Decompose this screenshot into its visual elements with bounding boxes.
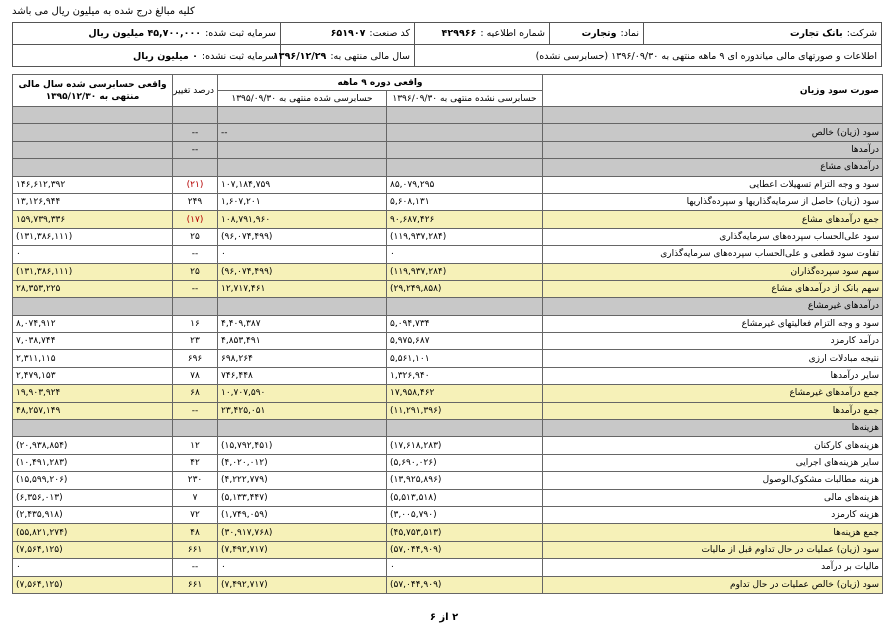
table-row xyxy=(13,176,883,193)
prior-period-value: (۴,۲۲۲,۷۷۹) xyxy=(218,472,387,489)
company-cell xyxy=(643,23,881,44)
info-row-1 xyxy=(13,23,881,45)
prior-period-value: (۹۶,۰۷۴,۴۹۹) xyxy=(218,228,387,245)
company-label: شرکت: xyxy=(846,28,877,39)
prior-period-value: ۶۹۸,۲۶۴ xyxy=(218,350,387,367)
fiscal-year-value: ۱۳۹۶/۱۲/۲۹ xyxy=(273,50,327,62)
percent-change-value: ۲۴۹ xyxy=(173,193,218,210)
audited-year-value: ۸,۰۷۴,۹۱۲ xyxy=(13,315,173,332)
row-label: سود (زیان) عملیات در حال تداوم قبل از مالیات xyxy=(543,541,883,558)
table-row xyxy=(13,402,883,419)
header-period-group: واقعی دوره ۹ ماهه xyxy=(218,75,543,91)
table-row xyxy=(13,333,883,350)
table-row xyxy=(13,124,883,141)
row-label: سود (زیان) خالص عملیات در حال تداوم xyxy=(543,576,883,593)
audited-year-value: (۲,۴۳۵,۹۱۸) xyxy=(13,506,173,523)
prior-period-value: (۴,۰۲۰,۰۱۲) xyxy=(218,454,387,471)
audited-year-value xyxy=(13,141,173,158)
audited-year-value: ۱۹,۹۰۳,۹۲۴ xyxy=(13,385,173,402)
current-period-value: ۱۷,۹۵۸,۴۶۲ xyxy=(387,385,543,402)
table-row xyxy=(13,107,883,124)
table-row xyxy=(13,559,883,576)
percent-change-value: ۷۲ xyxy=(173,506,218,523)
table-row xyxy=(13,159,883,176)
prior-period-value: (۱,۷۴۹,۰۵۹) xyxy=(218,506,387,523)
percent-change-value: (۲۱) xyxy=(173,176,218,193)
current-period-value: (۱۱۹,۹۳۷,۲۸۴) xyxy=(387,263,543,280)
row-label: درآمد کارمزد xyxy=(543,333,883,350)
audited-year-value: ۴۸,۲۵۷,۱۴۹ xyxy=(13,402,173,419)
current-period-value: ۵,۹۷۵,۶۸۷ xyxy=(387,333,543,350)
audited-year-value: ۰ xyxy=(13,246,173,263)
symbol-cell xyxy=(549,23,643,44)
audited-year-value: ۰ xyxy=(13,559,173,576)
fiscal-year-cell xyxy=(273,45,414,67)
prior-period-value: (۷,۴۹۲,۷۱۷) xyxy=(218,576,387,593)
prior-period-value: ۱۰۸,۷۹۱,۹۶۰ xyxy=(218,211,387,228)
prior-period-value: (۳۰,۹۱۷,۷۶۸) xyxy=(218,524,387,541)
percent-change-value: ۱۲ xyxy=(173,437,218,454)
capital-unregistered-cell xyxy=(11,45,280,67)
prior-period-value xyxy=(218,107,387,124)
audited-year-value xyxy=(13,298,173,315)
current-period-value: (۱۷,۶۱۸,۲۸۳) xyxy=(387,437,543,454)
current-period-value: (۱۱۹,۹۳۷,۲۸۴) xyxy=(387,228,543,245)
audited-year-value: (۱۳۱,۳۸۶,۱۱۱) xyxy=(13,228,173,245)
prior-period-value: ۰ xyxy=(218,246,387,263)
percent-change-value: ۲۵ xyxy=(173,263,218,280)
company-value: بانک تجارت xyxy=(790,28,843,39)
current-period-value: (۳,۰۰۵,۷۹۰) xyxy=(387,506,543,523)
notice-cell xyxy=(414,23,549,44)
symbol-value: وتجارت xyxy=(581,28,617,39)
prior-period-value: -- xyxy=(218,124,387,141)
table-row xyxy=(13,489,883,506)
percent-change-value xyxy=(173,298,218,315)
prior-period-value: ۴,۸۵۳,۴۹۱ xyxy=(218,333,387,350)
report-description xyxy=(414,45,881,67)
industry-label: کد صنعت: xyxy=(369,28,410,39)
current-period-value: ۰ xyxy=(387,246,543,263)
row-label: تفاوت سود قطعی و علی‌الحساب سپرده‌های سرمایه‌گذاری xyxy=(543,246,883,263)
current-period-value xyxy=(387,420,543,437)
current-period-value: ۱,۳۲۶,۹۴۰ xyxy=(387,367,543,384)
percent-change-value: ۶۶۱ xyxy=(173,576,218,593)
prior-period-value: ۴,۴۰۹,۳۸۷ xyxy=(218,315,387,332)
fiscal-year-label: سال مالی منتهی به: xyxy=(330,50,410,62)
header-prior-period: حسابرسی شده منتهی به ۱۳۹۵/۰۹/۳۰ xyxy=(218,91,387,107)
prior-period-value: (۷,۴۹۲,۷۱۷) xyxy=(218,541,387,558)
table-row xyxy=(13,263,883,280)
audited-year-value: ۱۳,۱۲۶,۹۴۴ xyxy=(13,193,173,210)
percent-change-value: -- xyxy=(173,246,218,263)
table-row xyxy=(13,472,883,489)
table-row xyxy=(13,315,883,332)
header-audited-year: واقعی حسابرسی شده سال مالی منتهی به ۱۳۹۵/۱۲/۳۰ xyxy=(13,75,173,107)
current-period-value: (۲۹,۲۴۹,۸۵۸) xyxy=(387,280,543,297)
table-row xyxy=(13,506,883,523)
percent-change-value: ۷۸ xyxy=(173,367,218,384)
prior-period-value: ۱,۶۰۷,۲۰۱ xyxy=(218,193,387,210)
current-period-value: (۱۱,۲۹۱,۳۹۶) xyxy=(387,402,543,419)
percent-change-value: -- xyxy=(173,124,218,141)
row-label: جمع درآمدهای مشاع xyxy=(543,211,883,228)
table-row xyxy=(13,298,883,315)
audited-year-value: (۱۵,۵۹۹,۲۰۶) xyxy=(13,472,173,489)
audited-year-value: ۲,۴۷۹,۱۵۳ xyxy=(13,367,173,384)
current-period-value: ۵,۶۰۸,۱۳۱ xyxy=(387,193,543,210)
row-label: هزینه‌های مالی xyxy=(543,489,883,506)
prior-period-value xyxy=(218,159,387,176)
audited-year-value xyxy=(13,124,173,141)
current-period-value: (۵,۵۱۳,۵۱۸) xyxy=(387,489,543,506)
row-label: مالیات بر درآمد xyxy=(543,559,883,576)
percent-change-value: ۲۳۰ xyxy=(173,472,218,489)
capital-unregistered-label: سرمایه ثبت نشده: xyxy=(201,50,276,62)
audited-year-value: (۵۵,۸۲۱,۲۷۴) xyxy=(13,524,173,541)
income-statement-table xyxy=(12,74,883,594)
table-row xyxy=(13,454,883,471)
row-label: جمع درآمدها xyxy=(543,402,883,419)
prior-period-value xyxy=(218,420,387,437)
unit-note: کلیه مبالغ درج شده به میلیون ریال می باشد xyxy=(12,6,195,17)
header-statement-title: صورت سود وزیان xyxy=(543,75,883,107)
table-row xyxy=(13,385,883,402)
table-row xyxy=(13,228,883,245)
audited-year-value: ۲,۳۱۱,۱۱۵ xyxy=(13,350,173,367)
table-row xyxy=(13,420,883,437)
current-period-value: ۵,۰۹۴,۷۳۴ xyxy=(387,315,543,332)
current-period-value xyxy=(387,124,543,141)
row-label: سهم سود سپرده‌گذاران xyxy=(543,263,883,280)
current-period-value xyxy=(387,298,543,315)
prior-period-value xyxy=(218,298,387,315)
percent-change-value: ۶۸ xyxy=(173,385,218,402)
percent-change-value: -- xyxy=(173,402,218,419)
notice-label: شماره اطلاعیه : xyxy=(480,28,545,39)
table-row xyxy=(13,211,883,228)
table-row xyxy=(13,437,883,454)
row-label: درآمدهای غیرمشاع xyxy=(543,298,883,315)
report-info-box xyxy=(12,22,882,67)
row-label: سایر درآمدها xyxy=(543,367,883,384)
table-row xyxy=(13,367,883,384)
capital-registered-cell xyxy=(11,23,280,44)
industry-value: ۶۵۱۹۰۷ xyxy=(330,28,366,39)
row-label: هزینه‌های کارکنان xyxy=(543,437,883,454)
percent-change-value: ۷ xyxy=(173,489,218,506)
header-current-period: حسابرسی نشده منتهی به ۱۳۹۶/۰۹/۳۰ xyxy=(387,91,543,107)
audited-year-value: (۷,۵۶۴,۱۲۵) xyxy=(13,576,173,593)
audited-year-value: ۱۵۹,۷۳۹,۳۳۶ xyxy=(13,211,173,228)
current-period-value: (۵,۶۹۰,۰۲۶) xyxy=(387,454,543,471)
row-label: سهم بانک از درآمدهای مشاع xyxy=(543,280,883,297)
prior-period-value: ۱۰,۷۰۷,۵۹۰ xyxy=(218,385,387,402)
percent-change-value: (۱۷) xyxy=(173,211,218,228)
row-label xyxy=(543,107,883,124)
percent-change-value: -- xyxy=(173,141,218,158)
current-period-value: ۰ xyxy=(387,559,543,576)
table-row xyxy=(13,541,883,558)
table-row xyxy=(13,141,883,158)
percent-change-value: -- xyxy=(173,559,218,576)
percent-change-value: ۲۳ xyxy=(173,333,218,350)
prior-period-value: ۱۲,۷۱۷,۴۶۱ xyxy=(218,280,387,297)
row-label: هزینه کارمزد xyxy=(543,506,883,523)
audited-year-value: (۱۰,۴۹۱,۲۸۳) xyxy=(13,454,173,471)
audited-year-value: ۷,۰۳۸,۷۴۴ xyxy=(13,333,173,350)
row-label: سود علی‌الحساب سپرده‌های سرمایه‌گذاری xyxy=(543,228,883,245)
percent-change-value: ۶۶۱ xyxy=(173,541,218,558)
current-period-value: ۸۵,۰۷۹,۲۹۵ xyxy=(387,176,543,193)
current-period-value xyxy=(387,141,543,158)
table-header-row-1 xyxy=(13,75,883,91)
prior-period-value: (۱۵,۷۹۲,۴۵۱) xyxy=(218,437,387,454)
current-period-value: ۵,۵۶۱,۱۰۱ xyxy=(387,350,543,367)
audited-year-value: (۷,۵۶۴,۱۲۵) xyxy=(13,541,173,558)
header-percent-change: درصد تغییر xyxy=(173,75,218,107)
audited-year-value: (۱۳۱,۳۸۶,۱۱۱) xyxy=(13,263,173,280)
percent-change-value: ۱۶ xyxy=(173,315,218,332)
prior-period-value xyxy=(218,141,387,158)
percent-change-value: -- xyxy=(173,280,218,297)
row-label: هزینه‌ها xyxy=(543,420,883,437)
row-label: سود و وجه التزام تسهیلات اعطایی xyxy=(543,176,883,193)
current-period-value: (۵۷,۰۴۴,۹۰۹) xyxy=(387,576,543,593)
percent-change-value xyxy=(173,420,218,437)
percent-change-value: ۴۸ xyxy=(173,524,218,541)
row-label: نتیجه مبادلات ارزی xyxy=(543,350,883,367)
row-label: جمع هزینه‌ها xyxy=(543,524,883,541)
info-row-2 xyxy=(13,45,881,67)
table-row xyxy=(13,524,883,541)
percent-change-value: ۶۹۶ xyxy=(173,350,218,367)
table-row xyxy=(13,280,883,297)
audited-year-value xyxy=(13,420,173,437)
audited-year-value xyxy=(13,107,173,124)
prior-period-value: ۱۰۷,۱۸۴,۷۵۹ xyxy=(218,176,387,193)
capital-unregistered-value: ۰ میلیون ریال xyxy=(133,50,198,62)
capital-registered-value: ۴۵,۷۰۰,۰۰۰ میلیون ریال xyxy=(88,28,202,39)
table-row xyxy=(13,193,883,210)
row-label: سود و وجه التزام فعالیتهای غیرمشاع xyxy=(543,315,883,332)
row-label: هزینه مطالبات مشکوک‌الوصول xyxy=(543,472,883,489)
audited-year-value xyxy=(13,159,173,176)
prior-period-value: (۹۶,۰۷۴,۴۹۹) xyxy=(218,263,387,280)
row-label: جمع درآمدهای غیرمشاع xyxy=(543,385,883,402)
percent-change-value xyxy=(173,159,218,176)
prior-period-value: (۵,۱۳۳,۴۴۷) xyxy=(218,489,387,506)
notice-value: ۴۲۹۹۶۶ xyxy=(441,28,477,39)
capital-registered-label: سرمایه ثبت شده: xyxy=(205,28,276,39)
table-row xyxy=(13,350,883,367)
row-label: درآمدها xyxy=(543,141,883,158)
current-period-value: (۵۷,۰۴۴,۹۰۹) xyxy=(387,541,543,558)
row-label: سایر هزینه‌های اجرایی xyxy=(543,454,883,471)
percent-change-value: ۲۵ xyxy=(173,228,218,245)
current-period-value xyxy=(387,107,543,124)
current-period-value: (۱۳,۹۲۵,۸۹۶) xyxy=(387,472,543,489)
prior-period-value: ۰ xyxy=(218,559,387,576)
table-row xyxy=(13,576,883,593)
row-label: سود (زیان) حاصل از سرمایه‌گذاریها و سپرده‌گذاریها xyxy=(543,193,883,210)
audited-year-value: ۲۸,۳۵۳,۲۲۵ xyxy=(13,280,173,297)
row-label: درآمدهای مشاع xyxy=(543,159,883,176)
current-period-value: ۹۰,۶۸۷,۴۲۶ xyxy=(387,211,543,228)
audited-year-value: ۱۴۶,۶۱۲,۳۹۲ xyxy=(13,176,173,193)
report-description-text: اطلاعات و صورتهای مالی میاندوره ای ۹ ماهه منتهی به ۱۳۹۶/۰۹/۳۰ (حسابرسی نشده) xyxy=(535,50,877,62)
current-period-value: (۴۵,۷۵۳,۵۱۳) xyxy=(387,524,543,541)
page-indicator: ۲ از ۶ xyxy=(429,612,459,623)
audited-year-value: (۲۰,۹۳۸,۸۵۴) xyxy=(13,437,173,454)
row-label: سود (زیان) خالص xyxy=(543,124,883,141)
industry-cell xyxy=(280,23,414,44)
prior-period-value: ۷۴۶,۴۴۸ xyxy=(218,367,387,384)
percent-change-value: ۴۲ xyxy=(173,454,218,471)
table-row xyxy=(13,246,883,263)
percent-change-value xyxy=(173,107,218,124)
audited-year-value: (۶,۳۵۶,۰۱۳) xyxy=(13,489,173,506)
current-period-value xyxy=(387,159,543,176)
table-body xyxy=(13,107,883,594)
symbol-label: نماد: xyxy=(620,28,639,39)
prior-period-value: ۲۳,۴۲۵,۰۵۱ xyxy=(218,402,387,419)
